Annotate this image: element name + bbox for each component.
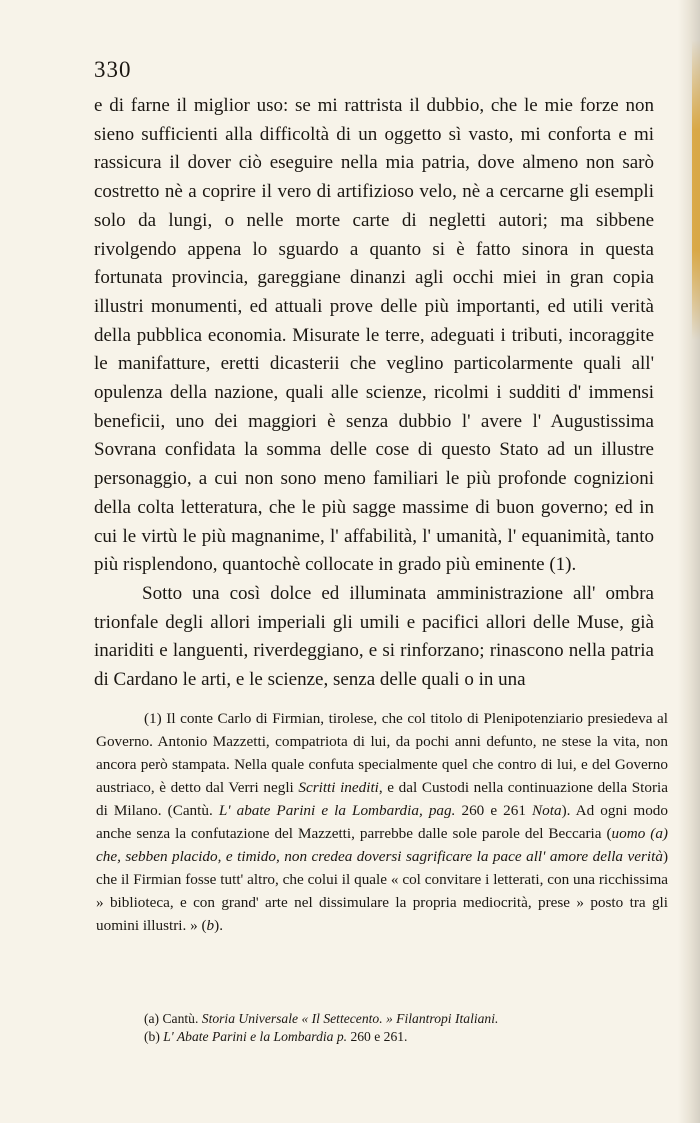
paragraph-2: Sotto una così dolce ed illuminata amministrazione all' ombra trionfale degli allori imperiali gli umili e pacifici allori delle Muse, già inariditi e languenti, riverdeggiano, e si rinforzano; rinascono nella patria di Cardano le arti, e le scienze, senza delle quali o in una — [94, 582, 654, 691]
footnote-part-4: ). Ad ogni modo anche senza la confutazione del Mazzetti, parrebbe dalle sole parole del Beccaria ( — [96, 802, 668, 842]
reference-a-title: Storia Universale « Il Settecento. » Filantropi Italiani. — [201, 1011, 499, 1026]
footnote-italic-1: Scritti inediti — [298, 779, 379, 796]
reference-a-label: (a) Cantù. — [144, 1011, 202, 1026]
footnote-part-1: (1) Il conte Carlo di Firmian, tirolese, che col titolo di Plenipotenziario presiedeva al Governo. Antonio Mazzetti, compatriota di lui, da pochi anni defunto, ne stese la vita, non ancora però stampata. Nella quale confuta specialmente quel che contro di lui, e del Governo austriaco, è detto dal Verri negli — [96, 710, 668, 796]
reference-a — [144, 1010, 664, 1028]
page-number: 330 — [94, 57, 132, 82]
footnote-part-6: ). — [214, 917, 223, 934]
footnote-part-5: ) che il Firmian fosse tutt' altro, che colui il quale « col convitare i letterati, con una ricchissima » biblioteca, e con grand' arte nel dissimulare la propria mediocrità, prese » posto tra gli uomini illustri. » ( — [96, 848, 668, 934]
reference-b — [144, 1028, 664, 1046]
footnote — [96, 707, 668, 937]
footnote-text — [96, 707, 668, 937]
footnote-italic-5: b — [206, 917, 215, 934]
page-edge-mark — [692, 40, 700, 340]
main-text — [94, 92, 654, 695]
reference-b-title: L' Abate Parini e la Lombardia p. — [163, 1029, 348, 1044]
footnote-italic-4: uomo (a) che, sebben placido, e timido, non credea doversi sagrificare la pace all' amore della verità — [96, 825, 668, 865]
reference-notes — [144, 1010, 664, 1046]
paragraph-1: e di farne il miglior uso: se mi rattrista il dubbio, che le mie forze non sieno sufficienti alla difficoltà di un oggetto sì vasto, mi conforta e mi rassicura il dover ciò eseguire nella mia patria, dove almeno non sarò costretto nè a coprire il vero di artifizioso velo, nè a cercarne gli esempli solo da lungi, o nelle morte carte di negletti autori; ma sibbene rivolgendo appena lo sguardo a quanto si è fatto sinora in questa fortunata provincia, gareggiane dinanzi agli occhi miei in gran copia illustri monumenti, ed attuali prove delle più importanti, ed utili verità della pubblica economia. Misurate le terre, adeguati i tributi, incoraggite le manifatture, eretti dicasterii che veglino particolarmente quali all' opulenza della nazione, quali alle scienze, ricolmi i sudditi d' immensi beneficii, uno dei maggiori è senza dubbio l' avere l' Augustissima Sovrana confidata la somma delle cose di questo Stato ad un illustre personaggio, a cui non sono meno familiari le più profonde cognizioni della colta letteratura, che le più sagge massime di buon governo; ed in cui le virtù le più magnanime, l' affabilità, l' umanità, l' equanimità, tanto più risplendono, quantochè collocate in grado più eminente (1). — [94, 95, 654, 576]
footnote-part-2: , e dal Custodi nella continuazione della Storia di Milano. (Cantù. — [96, 779, 668, 819]
footnote-part-3: 260 e 261 — [455, 802, 533, 819]
reference-b-label: (b) — [144, 1029, 164, 1044]
footnote-italic-2: L' abate Parini e la Lombardia, pag. — [218, 802, 456, 819]
reference-b-pages: 260 e 261. — [347, 1029, 408, 1044]
footnote-italic-3: Nota — [532, 802, 562, 819]
